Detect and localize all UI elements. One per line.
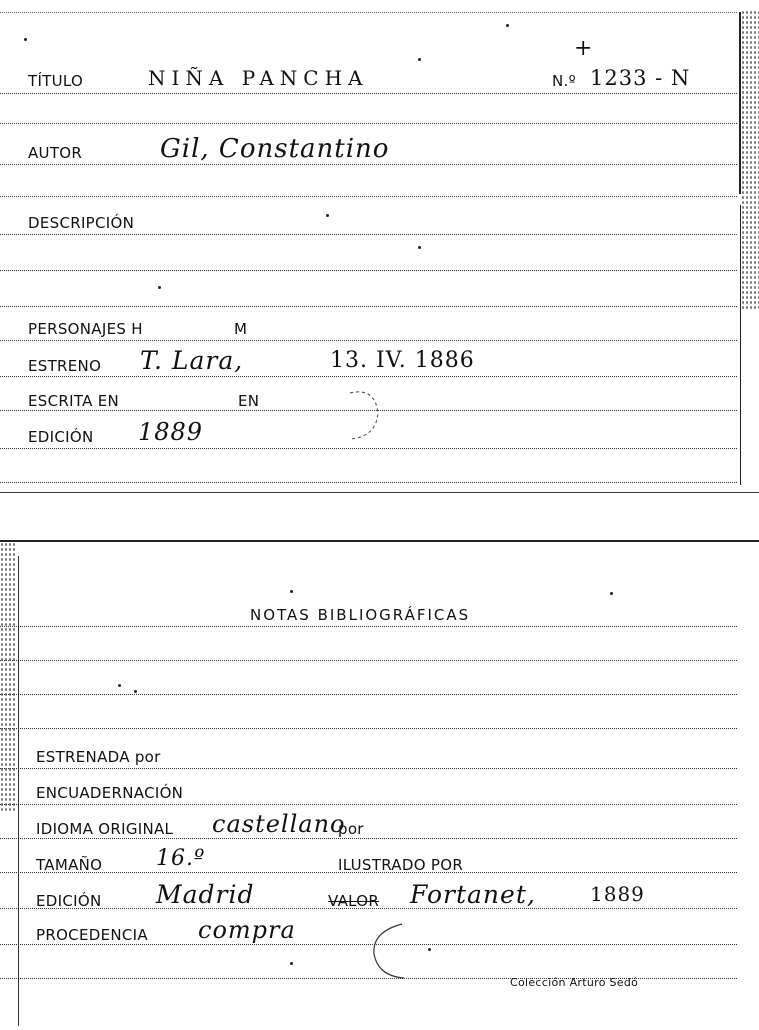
idioma-label: IDIOMA ORIGINAL [36, 820, 174, 838]
ilustrado-label: ILUSTRADO POR [338, 856, 464, 874]
autor-rule [0, 164, 737, 165]
notas-rule-2 [0, 660, 737, 661]
dust-speck [506, 24, 509, 27]
descripcion-rule-3 [0, 306, 737, 307]
procedencia-value: compra [198, 916, 296, 944]
estreno-label: ESTRENO [28, 357, 102, 375]
valor-value: Fortanet, [410, 880, 536, 909]
bottom-rule [0, 482, 737, 483]
blank-rule-2 [0, 196, 737, 197]
dust-speck [418, 246, 421, 249]
edicion-value: 1889 [138, 418, 204, 446]
titulo-value: NIÑA PANCHA [148, 66, 369, 90]
coleccion-stamp: Colección Arturo Sedó [510, 976, 639, 989]
encuadernacion-label: ENCUADERNACIÓN [36, 784, 184, 802]
descripcion-rule [0, 234, 737, 235]
titulo-label: TÍTULO [28, 72, 84, 90]
dust-speck [418, 58, 421, 61]
cross-mark: + [574, 36, 594, 61]
dust-speck [610, 592, 613, 595]
dust-speck [24, 38, 27, 41]
tamano-value: 16.º [156, 846, 206, 871]
idioma-por-label: por [338, 820, 364, 838]
punch-hole-mark [330, 385, 390, 445]
notas-title: NOTAS BIBLIOGRÁFICAS [250, 606, 471, 624]
estrenada-label: ESTRENADA por [36, 748, 161, 766]
tamano-rule [0, 872, 737, 873]
punch-hole-mark [366, 918, 426, 984]
personajes-rule [0, 340, 737, 341]
titulo-rule [0, 93, 737, 94]
estrenada-rule [0, 768, 737, 769]
dust-speck [428, 948, 431, 951]
edicion-rule [0, 448, 737, 449]
dust-speck [158, 286, 161, 289]
autor-label: AUTOR [28, 144, 83, 162]
idioma-rule [0, 838, 737, 839]
estreno-value: T. Lara, [140, 346, 244, 375]
card-edge-wear [0, 542, 16, 812]
edicion-back-value: Madrid [156, 880, 255, 909]
edicion-back-label: EDICIÓN [36, 892, 102, 910]
catalog-card-back [0, 540, 759, 1030]
edicion-label: EDICIÓN [28, 428, 94, 446]
notas-rule-1 [0, 626, 737, 627]
personajes-label: PERSONAJES H [28, 320, 143, 338]
personajes-m-label: M [234, 320, 248, 338]
edicion-back-rule [0, 908, 737, 909]
valor-label: VALOR [328, 892, 380, 910]
estreno-rule [0, 376, 737, 377]
numero-label: N.º [552, 72, 576, 90]
top-edge [0, 12, 737, 13]
dust-speck [118, 684, 121, 687]
dust-speck [326, 214, 329, 217]
dust-speck [134, 690, 137, 693]
encuadernacion-rule [0, 804, 737, 805]
numero-value: 1233 - N [590, 66, 691, 90]
descripcion-rule-2 [0, 270, 737, 271]
notas-rule-3 [0, 694, 737, 695]
tamano-label: TAMAÑO [36, 856, 103, 874]
autor-value: Gil, Constantino [160, 134, 390, 164]
valor-year: 1889 [590, 882, 645, 906]
dust-speck [290, 962, 293, 965]
dust-speck [290, 590, 293, 593]
descripcion-label: DESCRIPCIÓN [28, 214, 135, 232]
estreno-date: 13. IV. 1886 [330, 348, 475, 373]
card-edge-wear [741, 10, 759, 310]
escrita-en-label: EN [238, 392, 260, 410]
blank-rule-1 [0, 123, 737, 124]
procedencia-label: PROCEDENCIA [36, 926, 148, 944]
idioma-value: castellano [212, 810, 346, 838]
escrita-label: ESCRITA EN [28, 392, 120, 410]
notas-rule-4 [0, 728, 737, 729]
catalog-card-front [0, 0, 759, 493]
